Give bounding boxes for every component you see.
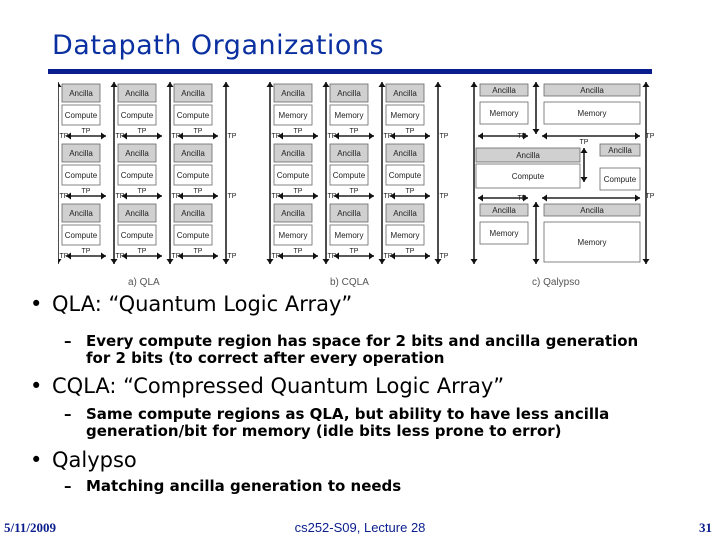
tp-label: TP bbox=[439, 193, 449, 200]
arrowhead bbox=[157, 193, 162, 200]
ancilla-label: Ancilla bbox=[580, 206, 604, 215]
arrowhead bbox=[643, 82, 650, 87]
sub-bullet-qla-line2: for 2 bits (to correct after every operation bbox=[86, 349, 445, 367]
sub-bullet-cqla-line2: generation/bit for memory (idle bits less prone to error) bbox=[86, 422, 562, 440]
tp-label: TP bbox=[227, 253, 237, 260]
tp-label: TP bbox=[193, 248, 203, 255]
compute-label: Compute bbox=[388, 171, 422, 180]
ancilla-label: Ancilla bbox=[181, 209, 205, 218]
tp-label: TP bbox=[115, 133, 125, 140]
tp-label: TP bbox=[645, 133, 655, 140]
compute-label: Compute bbox=[176, 171, 210, 180]
ancilla-label: Ancilla bbox=[281, 209, 305, 218]
ancilla-label: Ancilla bbox=[281, 149, 305, 158]
ancilla-label: Ancilla bbox=[337, 209, 361, 218]
tp-label: TP bbox=[171, 193, 181, 200]
arrowhead bbox=[643, 259, 650, 264]
arrowhead bbox=[313, 133, 318, 140]
sub-bullet-qla-line1: Every compute region has space for 2 bits and ancilla generation bbox=[86, 332, 639, 350]
sub-bullet-qalypso bbox=[64, 478, 401, 495]
arrowhead bbox=[425, 193, 430, 200]
tp-label: TP bbox=[271, 253, 281, 260]
tp-label: TP bbox=[439, 253, 449, 260]
arrowhead bbox=[478, 195, 483, 202]
footer-date: 5/11/2009 bbox=[4, 520, 57, 535]
arrowhead bbox=[313, 193, 318, 200]
tp-label: TP bbox=[171, 133, 181, 140]
ancilla-label: Ancilla bbox=[125, 149, 149, 158]
tp-label: TP bbox=[349, 248, 359, 255]
tp-label: TP bbox=[193, 188, 203, 195]
caption-cqla: b) CQLA bbox=[330, 277, 369, 288]
compute-label: Compute bbox=[64, 171, 98, 180]
tp-label: TP bbox=[137, 188, 147, 195]
arrowhead bbox=[223, 82, 230, 87]
arrowhead bbox=[635, 133, 640, 140]
memory-label: Memory bbox=[489, 229, 519, 238]
tp-label: TP bbox=[227, 133, 237, 140]
memory-label: Memory bbox=[334, 231, 364, 240]
ancilla-label: Ancilla bbox=[393, 209, 417, 218]
memory-label: Memory bbox=[577, 238, 607, 247]
datapath-diagram bbox=[58, 78, 658, 290]
sub-bullet-qla bbox=[64, 333, 638, 367]
ancilla-label: Ancilla bbox=[69, 89, 93, 98]
tp-label: TP bbox=[327, 133, 337, 140]
tp-label: TP bbox=[383, 253, 393, 260]
compute-label: Compute bbox=[64, 111, 98, 120]
memory-label: Memory bbox=[577, 109, 607, 118]
tp-label: TP bbox=[517, 195, 527, 202]
compute-label: Compute bbox=[276, 171, 310, 180]
ancilla-label: Ancilla bbox=[69, 149, 93, 158]
ancilla-label: Ancilla bbox=[492, 86, 516, 95]
tp-label: TP bbox=[137, 248, 147, 255]
sub-bullet-cqla-line1: Same compute regions as QLA, but ability to have less ancilla bbox=[86, 405, 610, 423]
tp-label: TP bbox=[349, 188, 359, 195]
arrowhead bbox=[369, 133, 374, 140]
ancilla-label: Ancilla bbox=[181, 89, 205, 98]
tp-label: TP bbox=[271, 133, 281, 140]
slide-title: Datapath Organizations bbox=[52, 30, 385, 61]
compute-label: Compute bbox=[64, 231, 98, 240]
arrowhead bbox=[369, 193, 374, 200]
footer-course: cs252-S09, Lecture 28 bbox=[294, 520, 426, 535]
ancilla-label: Ancilla bbox=[337, 89, 361, 98]
tp-label: TP bbox=[271, 193, 281, 200]
tp-label: TP bbox=[327, 253, 337, 260]
sub-bullet-qalypso-line1: Matching ancilla generation to needs bbox=[86, 477, 402, 495]
memory-label: Memory bbox=[278, 111, 308, 120]
tp-label: TP bbox=[171, 253, 181, 260]
tp-label: TP bbox=[405, 248, 415, 255]
tp-label: TP bbox=[81, 248, 91, 255]
bullet-cqla-label: CQLA: “Compressed Quantum Logic Array” bbox=[52, 374, 505, 398]
bullet-dot: • bbox=[30, 374, 43, 398]
ancilla-label: Ancilla bbox=[181, 149, 205, 158]
arrowhead bbox=[581, 148, 588, 153]
title-rule bbox=[48, 69, 652, 74]
ancilla-label: Ancilla bbox=[281, 89, 305, 98]
tp-label: TP bbox=[137, 128, 147, 135]
tp-label: TP bbox=[293, 128, 303, 135]
arrowhead bbox=[167, 82, 174, 87]
compute-label: Compute bbox=[120, 231, 154, 240]
memory-label: Memory bbox=[390, 111, 420, 120]
arrowhead bbox=[323, 82, 330, 87]
tp-label: TP bbox=[59, 133, 69, 140]
tp-label: TP bbox=[115, 253, 125, 260]
ancilla-label: Ancilla bbox=[608, 146, 632, 155]
bullet-qalypso-label: Qalypso bbox=[52, 448, 137, 472]
tp-label: TP bbox=[439, 133, 449, 140]
memory-label: Memory bbox=[278, 231, 308, 240]
sub-bullet-cqla bbox=[64, 406, 609, 440]
arrowhead bbox=[101, 193, 106, 200]
tp-label: TP bbox=[115, 193, 125, 200]
arrowhead bbox=[635, 195, 640, 202]
ancilla-label: Ancilla bbox=[393, 89, 417, 98]
ancilla-label: Ancilla bbox=[580, 86, 604, 95]
arrowhead bbox=[425, 133, 430, 140]
arrowhead bbox=[542, 133, 547, 140]
footer-page-number: 31 bbox=[699, 520, 712, 535]
ancilla-label: Ancilla bbox=[125, 209, 149, 218]
tp-label: TP bbox=[383, 133, 393, 140]
arrowhead bbox=[157, 253, 162, 260]
tp-label: TP bbox=[293, 188, 303, 195]
tp-label: TP bbox=[293, 248, 303, 255]
bullet-dot: • bbox=[30, 292, 43, 316]
tp-label: TP bbox=[645, 193, 655, 200]
arrowhead bbox=[213, 133, 218, 140]
dash: – bbox=[64, 477, 72, 495]
arrowhead bbox=[379, 82, 386, 87]
tp-label: TP bbox=[405, 128, 415, 135]
arrowhead bbox=[542, 195, 547, 202]
tp-label: TP bbox=[81, 128, 91, 135]
arrowhead bbox=[478, 133, 483, 140]
diagram-cells bbox=[59, 84, 640, 262]
caption-qla: a) QLA bbox=[128, 277, 160, 288]
compute-label: Compute bbox=[120, 111, 154, 120]
tp-label: TP bbox=[59, 193, 69, 200]
arrowhead bbox=[533, 82, 540, 87]
tp-label: TP bbox=[227, 193, 237, 200]
tp-label: TP bbox=[517, 133, 527, 140]
tp-label: TP bbox=[81, 188, 91, 195]
ancilla-label: Ancilla bbox=[125, 89, 149, 98]
compute-label: Compute bbox=[176, 231, 210, 240]
dash: – bbox=[64, 405, 72, 423]
arrowhead bbox=[425, 253, 430, 260]
tp-label: TP bbox=[59, 253, 69, 260]
arrowhead bbox=[101, 133, 106, 140]
arrowhead bbox=[157, 133, 162, 140]
bullet-cqla bbox=[30, 374, 504, 398]
ancilla-label: Ancilla bbox=[393, 149, 417, 158]
arrowhead bbox=[533, 129, 540, 134]
arrowhead bbox=[533, 259, 540, 264]
arrowhead bbox=[267, 82, 274, 87]
tp-label: TP bbox=[383, 193, 393, 200]
arrowhead bbox=[471, 82, 478, 87]
tp-label: TP bbox=[349, 128, 359, 135]
arrowhead bbox=[435, 82, 442, 87]
ancilla-label: Ancilla bbox=[516, 151, 540, 160]
memory-label: Memory bbox=[489, 109, 519, 118]
arrowhead bbox=[581, 177, 588, 182]
ancilla-label: Ancilla bbox=[69, 209, 93, 218]
compute-label: Compute bbox=[332, 171, 366, 180]
bullet-qalypso bbox=[30, 448, 137, 472]
memory-label: Memory bbox=[334, 111, 364, 120]
ancilla-label: Ancilla bbox=[492, 206, 516, 215]
compute-label: Compute bbox=[603, 175, 637, 184]
tp-label: TP bbox=[579, 139, 589, 146]
ancilla-label: Ancilla bbox=[337, 149, 361, 158]
tp-label: TP bbox=[405, 188, 415, 195]
arrowhead bbox=[101, 253, 106, 260]
arrowhead bbox=[471, 259, 478, 264]
caption-qalypso: c) Qalypso bbox=[532, 277, 580, 288]
compute-label: Compute bbox=[176, 111, 210, 120]
memory-label: Memory bbox=[390, 231, 420, 240]
arrowhead bbox=[111, 82, 118, 87]
arrowhead bbox=[213, 193, 218, 200]
tp-label: TP bbox=[193, 128, 203, 135]
compute-label: Compute bbox=[511, 172, 545, 181]
tp-label: TP bbox=[327, 193, 337, 200]
dash: – bbox=[64, 332, 72, 350]
bullet-qla-label: QLA: “Quantum Logic Array” bbox=[52, 292, 353, 316]
arrowhead bbox=[369, 253, 374, 260]
bullet-qla bbox=[30, 292, 352, 316]
arrowhead bbox=[313, 253, 318, 260]
arrowhead bbox=[533, 202, 540, 207]
compute-label: Compute bbox=[120, 171, 154, 180]
bullet-dot: • bbox=[30, 448, 43, 472]
arrowhead bbox=[213, 253, 218, 260]
